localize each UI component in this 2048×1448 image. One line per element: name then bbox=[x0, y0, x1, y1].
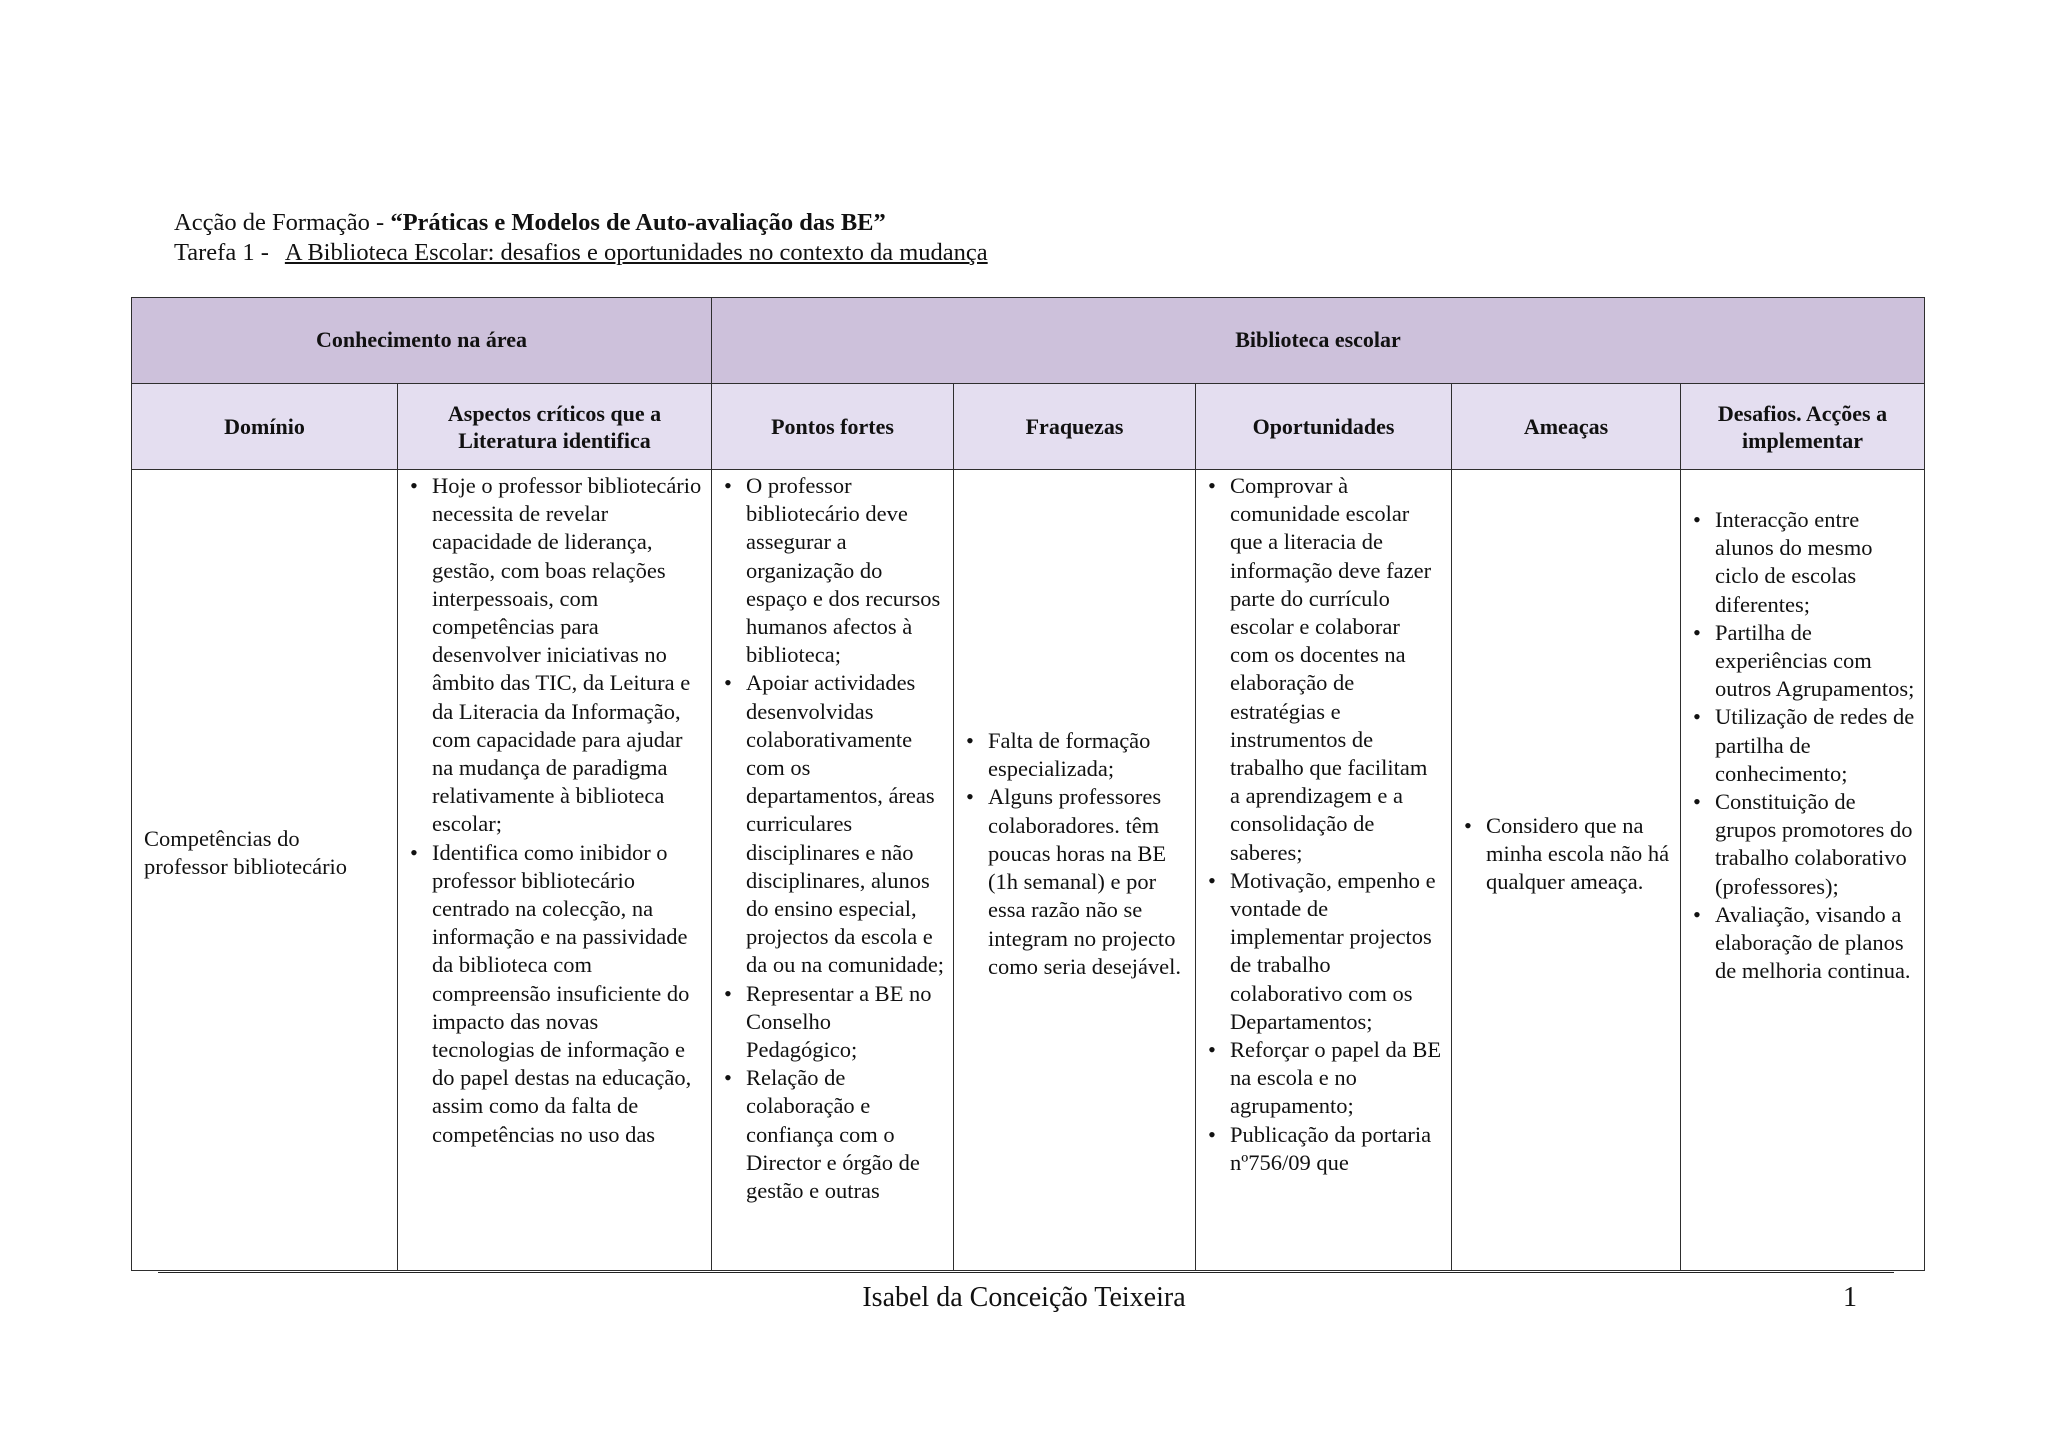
list-item: • Reforçar o papel da BE na escola e no agrupamento; bbox=[1230, 1036, 1443, 1121]
column-header-desafios: Desafios. Acções a implementar bbox=[1681, 384, 1925, 470]
task-label: Tarefa 1 - bbox=[174, 239, 269, 266]
oportunidades-list bbox=[1196, 470, 1451, 1177]
cell-desafios bbox=[1681, 470, 1925, 1271]
desafios-list bbox=[1681, 504, 1924, 985]
course-line bbox=[174, 208, 988, 238]
list-item: • O professor bibliotecário deve assegurar a organização do espaço e dos recursos humanos afectos à biblioteca; bbox=[746, 472, 945, 669]
list-item: • Comprovar à comunidade escolar que a literacia de informação deve fazer parte do currículo escolar e colaborar com os docentes na elaboração de estratégias e instrumentos de trabalho que facilitam a aprendizagem e a consolidação de saberes; bbox=[1230, 472, 1443, 867]
list-item: • Utilização de redes de partilha de conhecimento; bbox=[1715, 703, 1916, 788]
task-line bbox=[174, 238, 988, 268]
ameacas-list bbox=[1452, 810, 1680, 897]
cell-pontos-fortes bbox=[712, 470, 954, 1271]
footer-divider bbox=[158, 1272, 1894, 1273]
course-prefix: Acção de Formação - bbox=[174, 209, 391, 236]
task-title: A Biblioteca Escolar: desafios e oportunidades no contexto da mudança bbox=[284, 239, 988, 266]
list-item: • Alguns professores colaboradores. têm poucas horas na BE (1h semanal) e por essa razão não se integram no projecto como seria desejável. bbox=[988, 783, 1187, 980]
domain-text: Competências do professor bibliotecário bbox=[144, 825, 348, 879]
list-item: • Relação de colaboração e confiança com o Director e órgão de gestão e outras bbox=[746, 1064, 945, 1205]
column-header-ameacas: Ameaças bbox=[1452, 384, 1681, 470]
list-item: • Partilha de experiências com outros Agrupamentos; bbox=[1715, 619, 1916, 704]
list-item: • Apoiar actividades desenvolvidas colaborativamente com os departamentos, áreas curriculares disciplinares e não disciplinares, alunos do ensino especial, projectos da escola e da ou na comunidade; bbox=[746, 669, 945, 979]
list-item: • Identifica como inibidor o professor bibliotecário centrado na colecção, na informação e na passividade da biblioteca com compreensão insuficiente do impacto das novas tecnologias de informação e do papel destas na educação, assim como da falta de competências no uso das bbox=[432, 839, 703, 1149]
fraquezas-list bbox=[954, 725, 1195, 981]
column-header-dominio: Domínio bbox=[132, 384, 398, 470]
list-item: • Constituição de grupos promotores do trabalho colaborativo (professores); bbox=[1715, 788, 1916, 901]
list-item: • Motivação, empenho e vontade de implementar projectos de trabalho colaborativo com os Departamentos; bbox=[1230, 867, 1443, 1036]
list-item: • Falta de formação especializada; bbox=[988, 727, 1187, 783]
group-header-conhecimento: Conhecimento na área bbox=[132, 298, 712, 384]
cell-fraquezas bbox=[954, 470, 1196, 1271]
pontos-list bbox=[712, 470, 953, 1205]
document-header bbox=[174, 208, 988, 268]
list-item: • Interacção entre alunos do mesmo ciclo de escolas diferentes; bbox=[1715, 506, 1916, 619]
analysis-table bbox=[131, 297, 1925, 1271]
cell-oportunidades bbox=[1196, 470, 1452, 1271]
list-item: • Avaliação, visando a elaboração de planos de melhoria continua. bbox=[1715, 901, 1916, 986]
course-title: “Práticas e Modelos de Auto-avaliação das BE” bbox=[390, 209, 886, 236]
table-row bbox=[132, 470, 1925, 1271]
cell-aspectos bbox=[398, 470, 712, 1271]
page-number: 1 bbox=[1843, 1282, 1857, 1313]
list-item: • Considero que na minha escola não há qualquer ameaça. bbox=[1486, 812, 1672, 897]
footer-author: Isabel da Conceição Teixeira bbox=[862, 1282, 1186, 1313]
column-header-fraquezas: Fraquezas bbox=[954, 384, 1196, 470]
aspectos-list bbox=[398, 470, 711, 1149]
column-header-aspectos: Aspectos críticos que a Literatura identifica bbox=[398, 384, 712, 470]
cell-dominio bbox=[132, 470, 398, 1271]
cell-ameacas bbox=[1452, 470, 1681, 1271]
list-item: • Publicação da portaria nº756/09 que bbox=[1230, 1121, 1443, 1177]
list-item: • Hoje o professor bibliotecário necessita de revelar capacidade de liderança, gestão, com boas relações interpessoais, com competências para desenvolver iniciativas no âmbito das TIC, da Leitura e da Literacia da Informação, com capacidade para ajudar na mudança de paradigma relativamente à biblioteca escolar; bbox=[432, 472, 703, 839]
column-header-oportunidades: Oportunidades bbox=[1196, 384, 1452, 470]
list-item: • Representar a BE no Conselho Pedagógico; bbox=[746, 980, 945, 1065]
column-header-pontos-fortes: Pontos fortes bbox=[712, 384, 954, 470]
group-header-biblioteca: Biblioteca escolar bbox=[712, 298, 1925, 384]
